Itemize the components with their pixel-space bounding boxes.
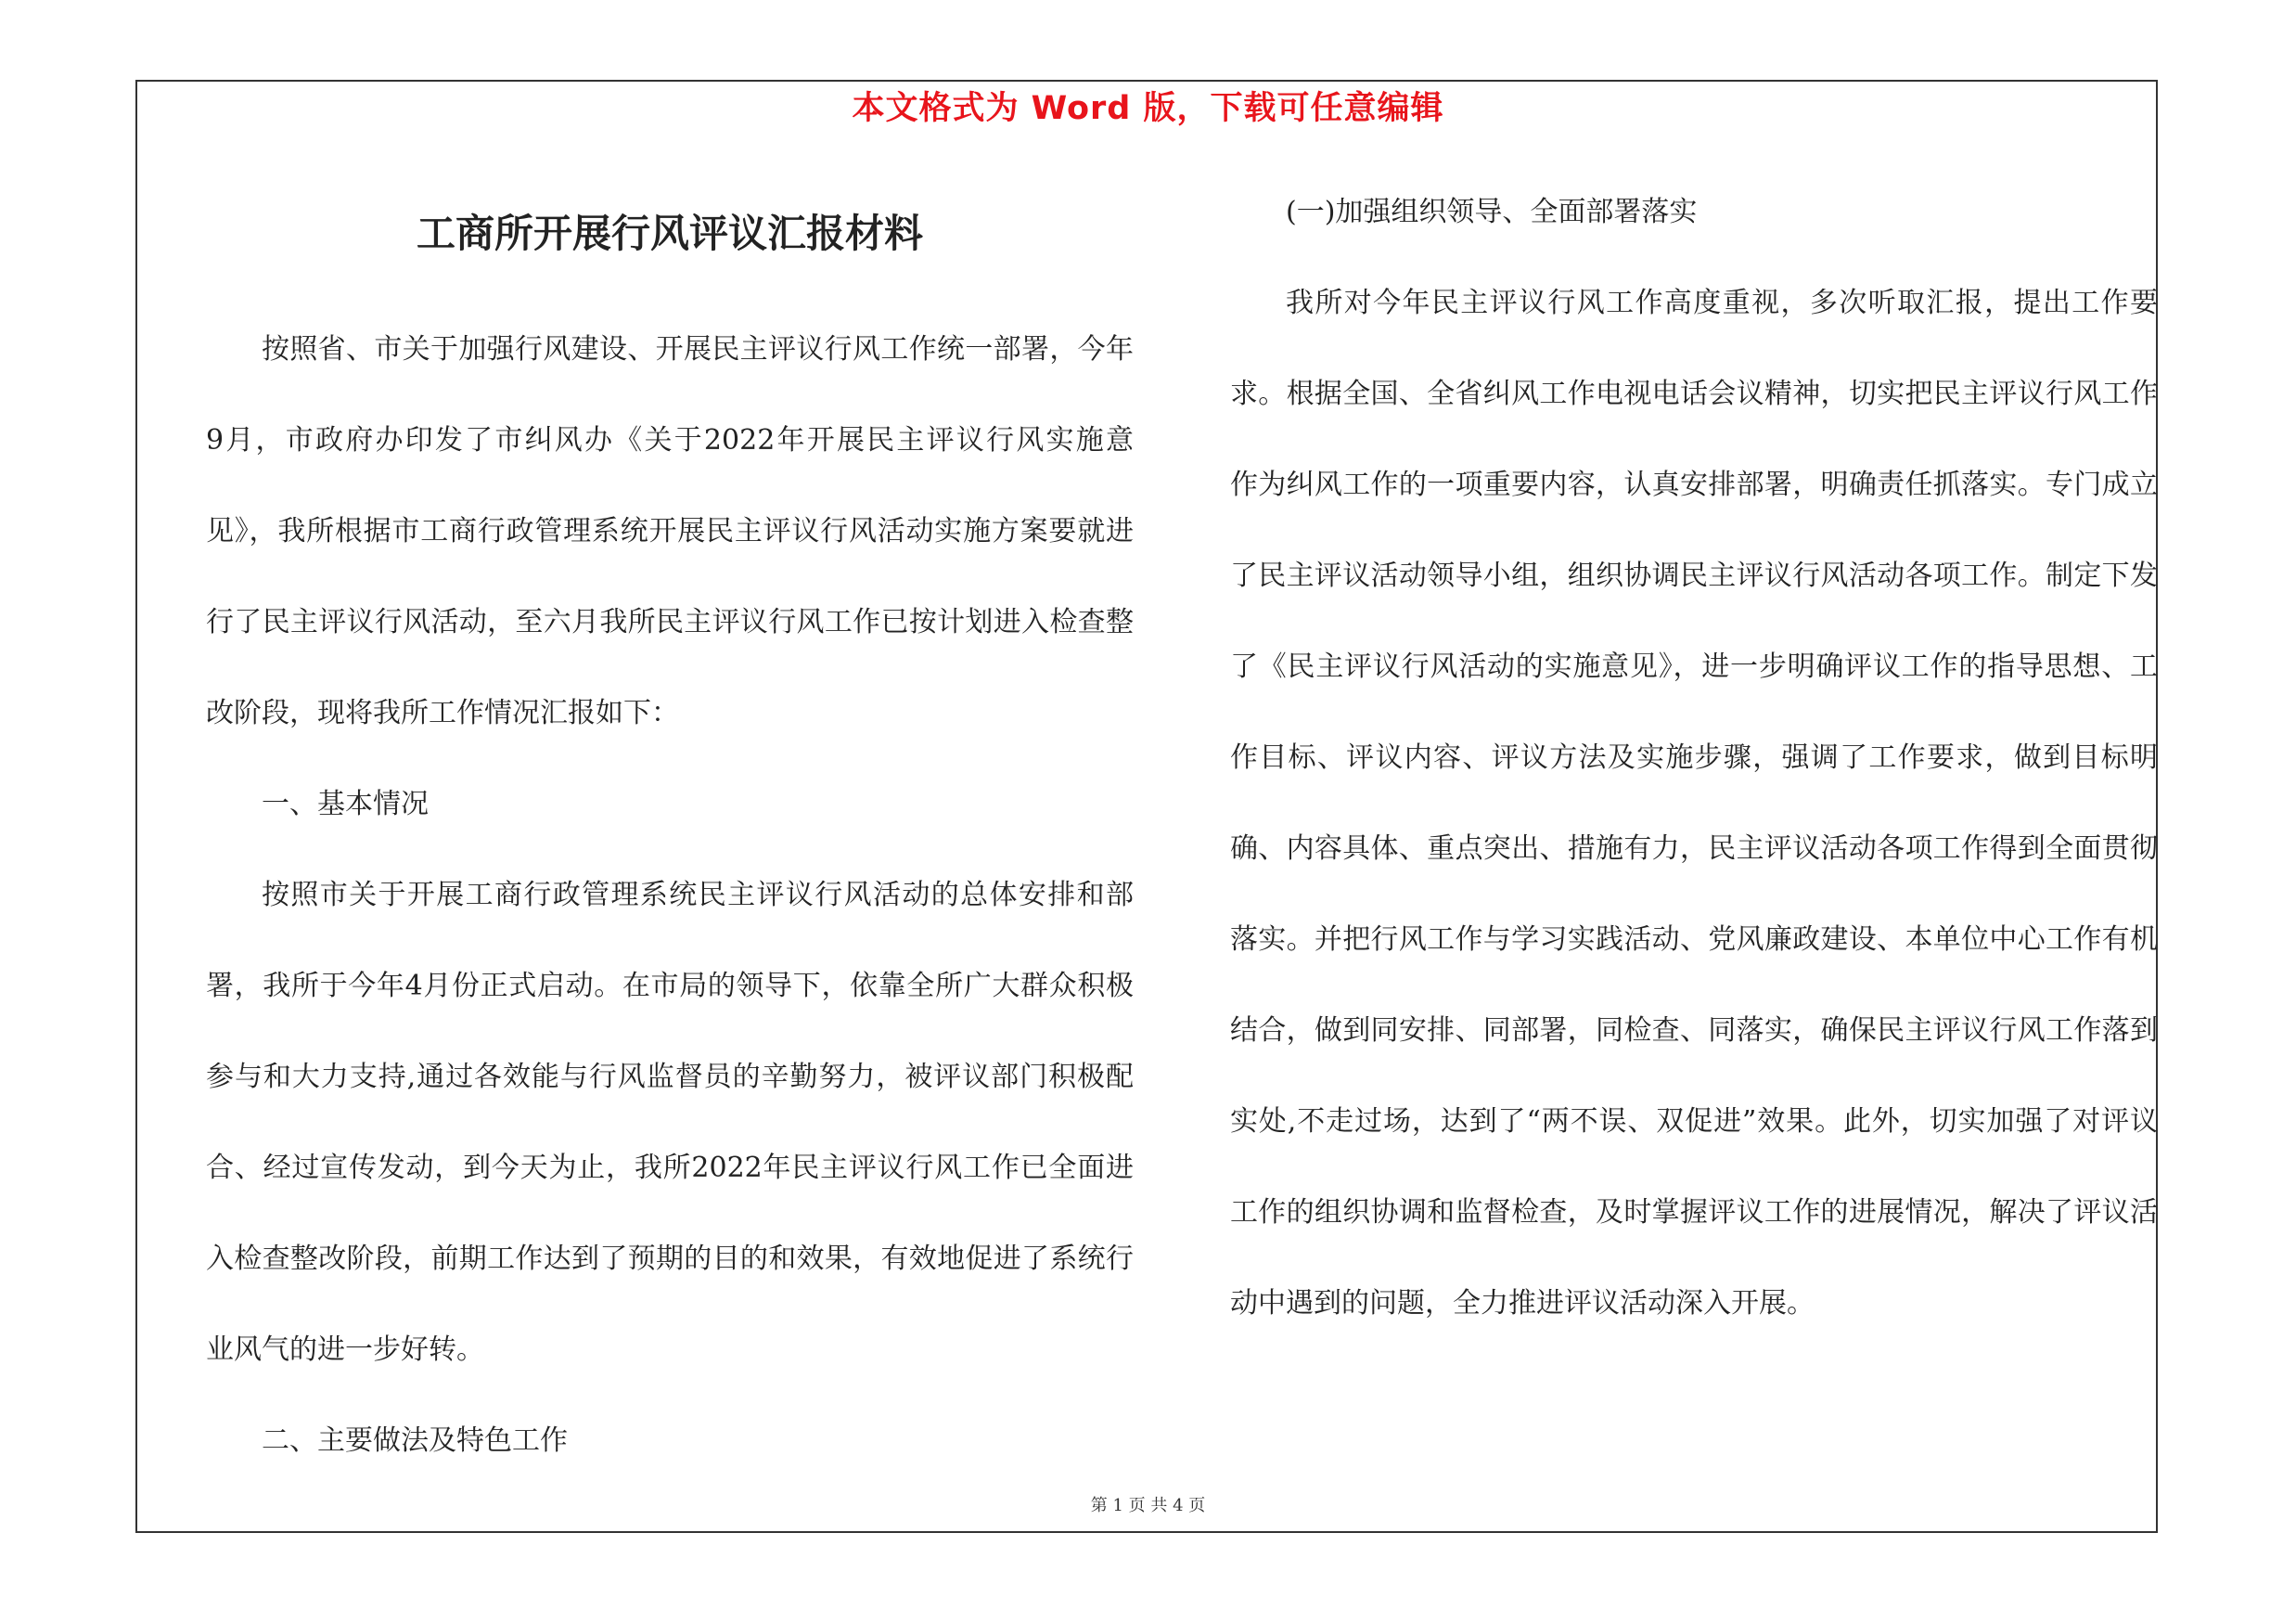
section-heading-basic-situation: 一、基本情况 (262, 788, 429, 820)
page-number-footer: 第 1 页 共 4 页 (1090, 1496, 1206, 1515)
basic-situation-paragraph: 按照市关于开展工商行政管理系统民主评议行风活动的总体安排和部署，我所于今年4月份正式启动。在市局的领导下，依靠全所广大群众积极参与和大力支持,通过各效能与行风监督员的辛勤努力，被评议部门积极配合、经过宣传发动，到今天为止，我所2022年民主评议行风工作已全面进入检查整改阶段，前期工作达到了预期的目的和效果，有效地促进了系统行业风气的进一步好转。 (206, 879, 1134, 1366)
subsection-heading-organization: (一)加强组织领导、全面部署落实 (1286, 196, 1698, 228)
section-heading-main-practices: 二、主要做法及特色工作 (262, 1424, 568, 1457)
document-title: 工商所开展行风评议汇报材料 (416, 211, 923, 256)
format-banner: 本文格式为 Word 版，下载可任意编辑 (852, 90, 1444, 127)
organization-paragraph: 我所对今年民主评议行风工作高度重视，多次听取汇报，提出工作要求。根据全国、全省纠风工作电视电话会议精神，切实把民主评议行风工作作为纠风工作的一项重要内容，认真安排部署，明确责任抓落实。专门成立了民主评议活动领导小组，组织协调民主评议行风活动各项工作。制定下发了《民主评议行风活动的实施意见》，进一步明确评议工作的指导思想、工作目标、评议内容、评议方法及实施步骤，强调了工作要求，做到目标明确、内容具体、重点突出、措施有力，民主评议活动各项工作得到全面贯彻落实。并把行风工作与学习实践活动、党风廉政建设、本单位中心工作有机结合，做到同安排、同部署，同检查、同落实，确保民主评议行风工作落到实处,不走过场，达到了“两不误、双促进”效果。此外，切实加强了对评议工作的组织协调和监督检查，及时掌握评议工作的进展情况，解决了评议活动中遇到的问题，全力推进评议活动深入开展。 (1230, 287, 2158, 1320)
intro-paragraph: 按照省、市关于加强行风建设、开展民主评议行风工作统一部署，今年9月，市政府办印发了市纠风办《关于2022年开展民主评议行风实施意见》，我所根据市工商行政管理系统开展民主评议行风活动实施方案要就进行了民主评议行风活动，至六月我所民主评议行风工作已按计划进入检查整改阶段，现将我所工作情况汇报如下： (206, 333, 1134, 729)
left-column (206, 304, 1134, 1487)
right-column (1230, 167, 2158, 1349)
